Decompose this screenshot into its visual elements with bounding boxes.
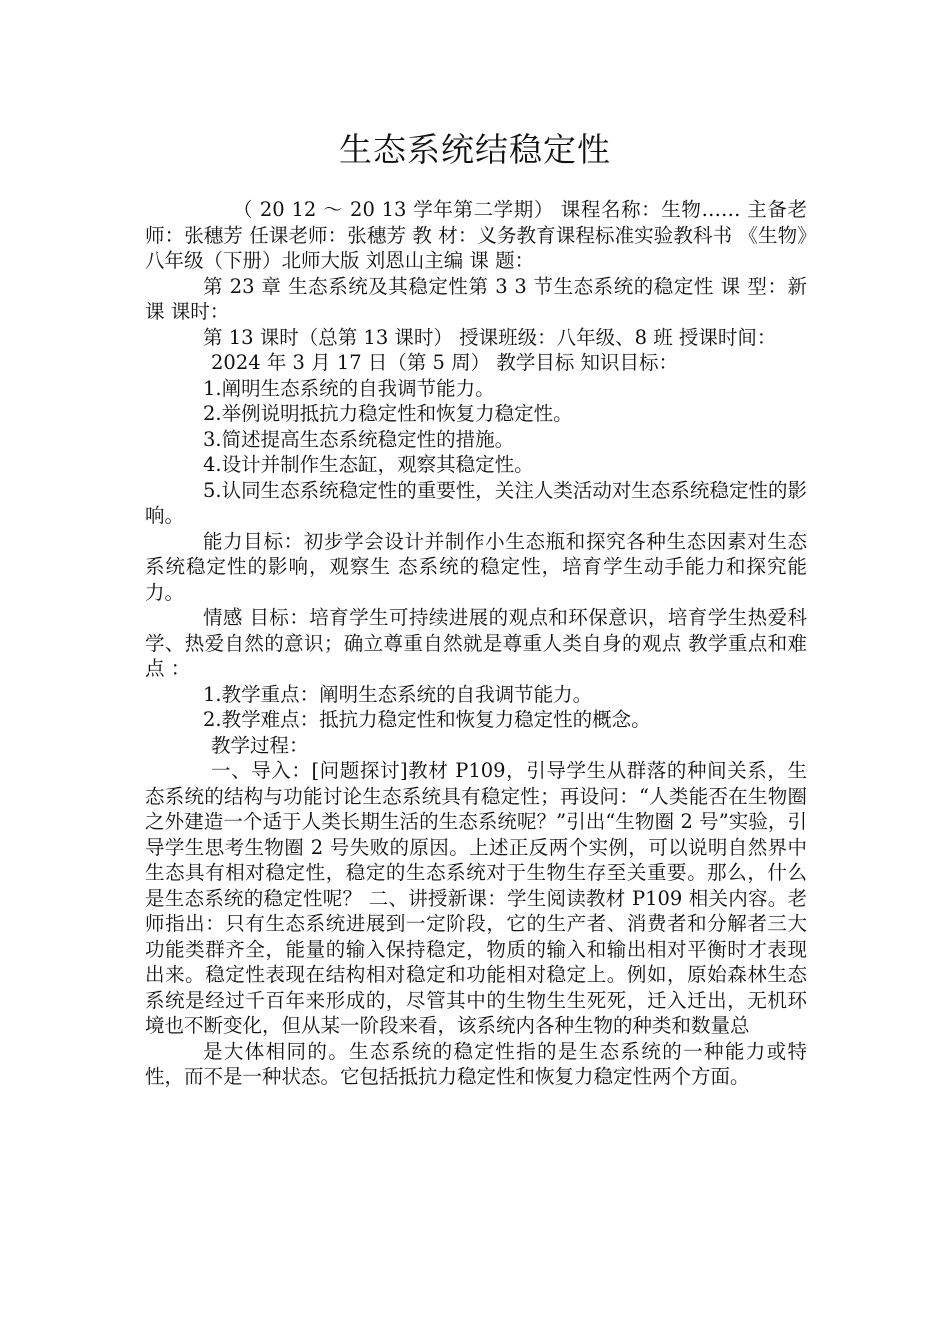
course-info-paragraph: （ 20 12 ～ 20 13 学年第二学期） 课程名称：生物…… 主备老师：张穗芳 任课老师：张穗芳 教 材：义务教育课程标准实验教科书 《生物》八年级（下册）北师大版 刘恩山主编 课 题： bbox=[145, 198, 807, 272]
emotion-goal-paragraph: 情感 目标：培育学生可持续进展的观点和环保意识，培育学生热爱科学、热爱自然的意识；确立尊重自然就是尊重人类自身的观点 教学重点和难点 ： bbox=[145, 606, 807, 680]
document-body bbox=[145, 197, 807, 1090]
ability-goal-paragraph: 能力目标：初步学会设计并制作小生态瓶和探究各种生态因素对生态系统稳定性的影响，观察生 态系统的稳定性，培育学生动手能力和探究能力。 bbox=[145, 529, 807, 604]
objective-item-3: 3.简述提高生态系统稳定性的措施。 bbox=[203, 427, 515, 451]
chapter-paragraph: 第 23 章 生态系统及其稳定性第 3 3 节生态系统的稳定性 课 型：新课 课时： bbox=[145, 274, 807, 323]
document-title: 生态系统结稳定性 bbox=[339, 130, 611, 169]
difficulty-paragraph: 2.教学难点：抵抗力稳定性和恢复力稳定性的概念。 bbox=[203, 708, 651, 731]
objective-item-1: 1.阐明生态系统的自我调节能力。 bbox=[203, 376, 495, 400]
date-objectives-paragraph: 2024 年 3 月 17 日（第 5 周） 教学目标 知识目标： bbox=[211, 351, 679, 374]
objective-item-4: 4.设计并制作生态缸，观察其稳定性。 bbox=[203, 453, 534, 476]
stability-definition-paragraph: 是大体相同的。生态系统的稳定性指的是生态系统的一种能力或特性，而不是一种状态。它包括抵抗力稳定性和恢复力稳定性两个方面。 bbox=[145, 1039, 807, 1088]
objective-item-2: 2.举例说明抵抗力稳定性和恢复力稳定性。 bbox=[203, 402, 573, 425]
objective-item-5: 5.认同生态系统稳定性的重要性，关注人类活动对生态系统稳定性的影响。 bbox=[145, 478, 807, 527]
process-heading: 教学过程： bbox=[211, 733, 309, 757]
lesson-period-paragraph: 第 13 课时（总第 13 课时） 授课班级：八年级、8 班 授课时间： bbox=[203, 325, 777, 349]
intro-teaching-paragraph: 一、导入：[问题探讨]教材 P109，引导学生从群落的种间关系，生态系统的结构与功能讨论生态系统具有稳定性；再设问：“人类能否在生物圈之外建造一个适于人类长期生活的生态系统呢？”引出“生物圈 2 号”实验，引导学生思考生物圈 2 号失败的原因。上述正反两个实例，可以说明自然界中生态具有相对稳定性，稳定的生态系统对于生物生存至关重要。那么，什么是生态系统的稳定性呢？ 二、讲授新课：学生阅读教材 P109 相关内容。老师指出：只有生态系统进展到一定阶段，它的生产者、消费者和分解者三大功能类群齐全，能量的输入保持稳定，物质的输入和输出相对平衡时才表现出来。稳定性表现在结构相对稳定和功能相对稳定上。例如，原始森林生态系统是经过千百年来形成的，尽管其中的生物生生死死，迁入迁出，无机环境也不断变化，但从某一阶段来看，该系统内各种生物的种类和数量总 bbox=[145, 759, 807, 1037]
key-point-paragraph: 1.教学重点：阐明生态系统的自我调节能力。 bbox=[203, 682, 593, 706]
